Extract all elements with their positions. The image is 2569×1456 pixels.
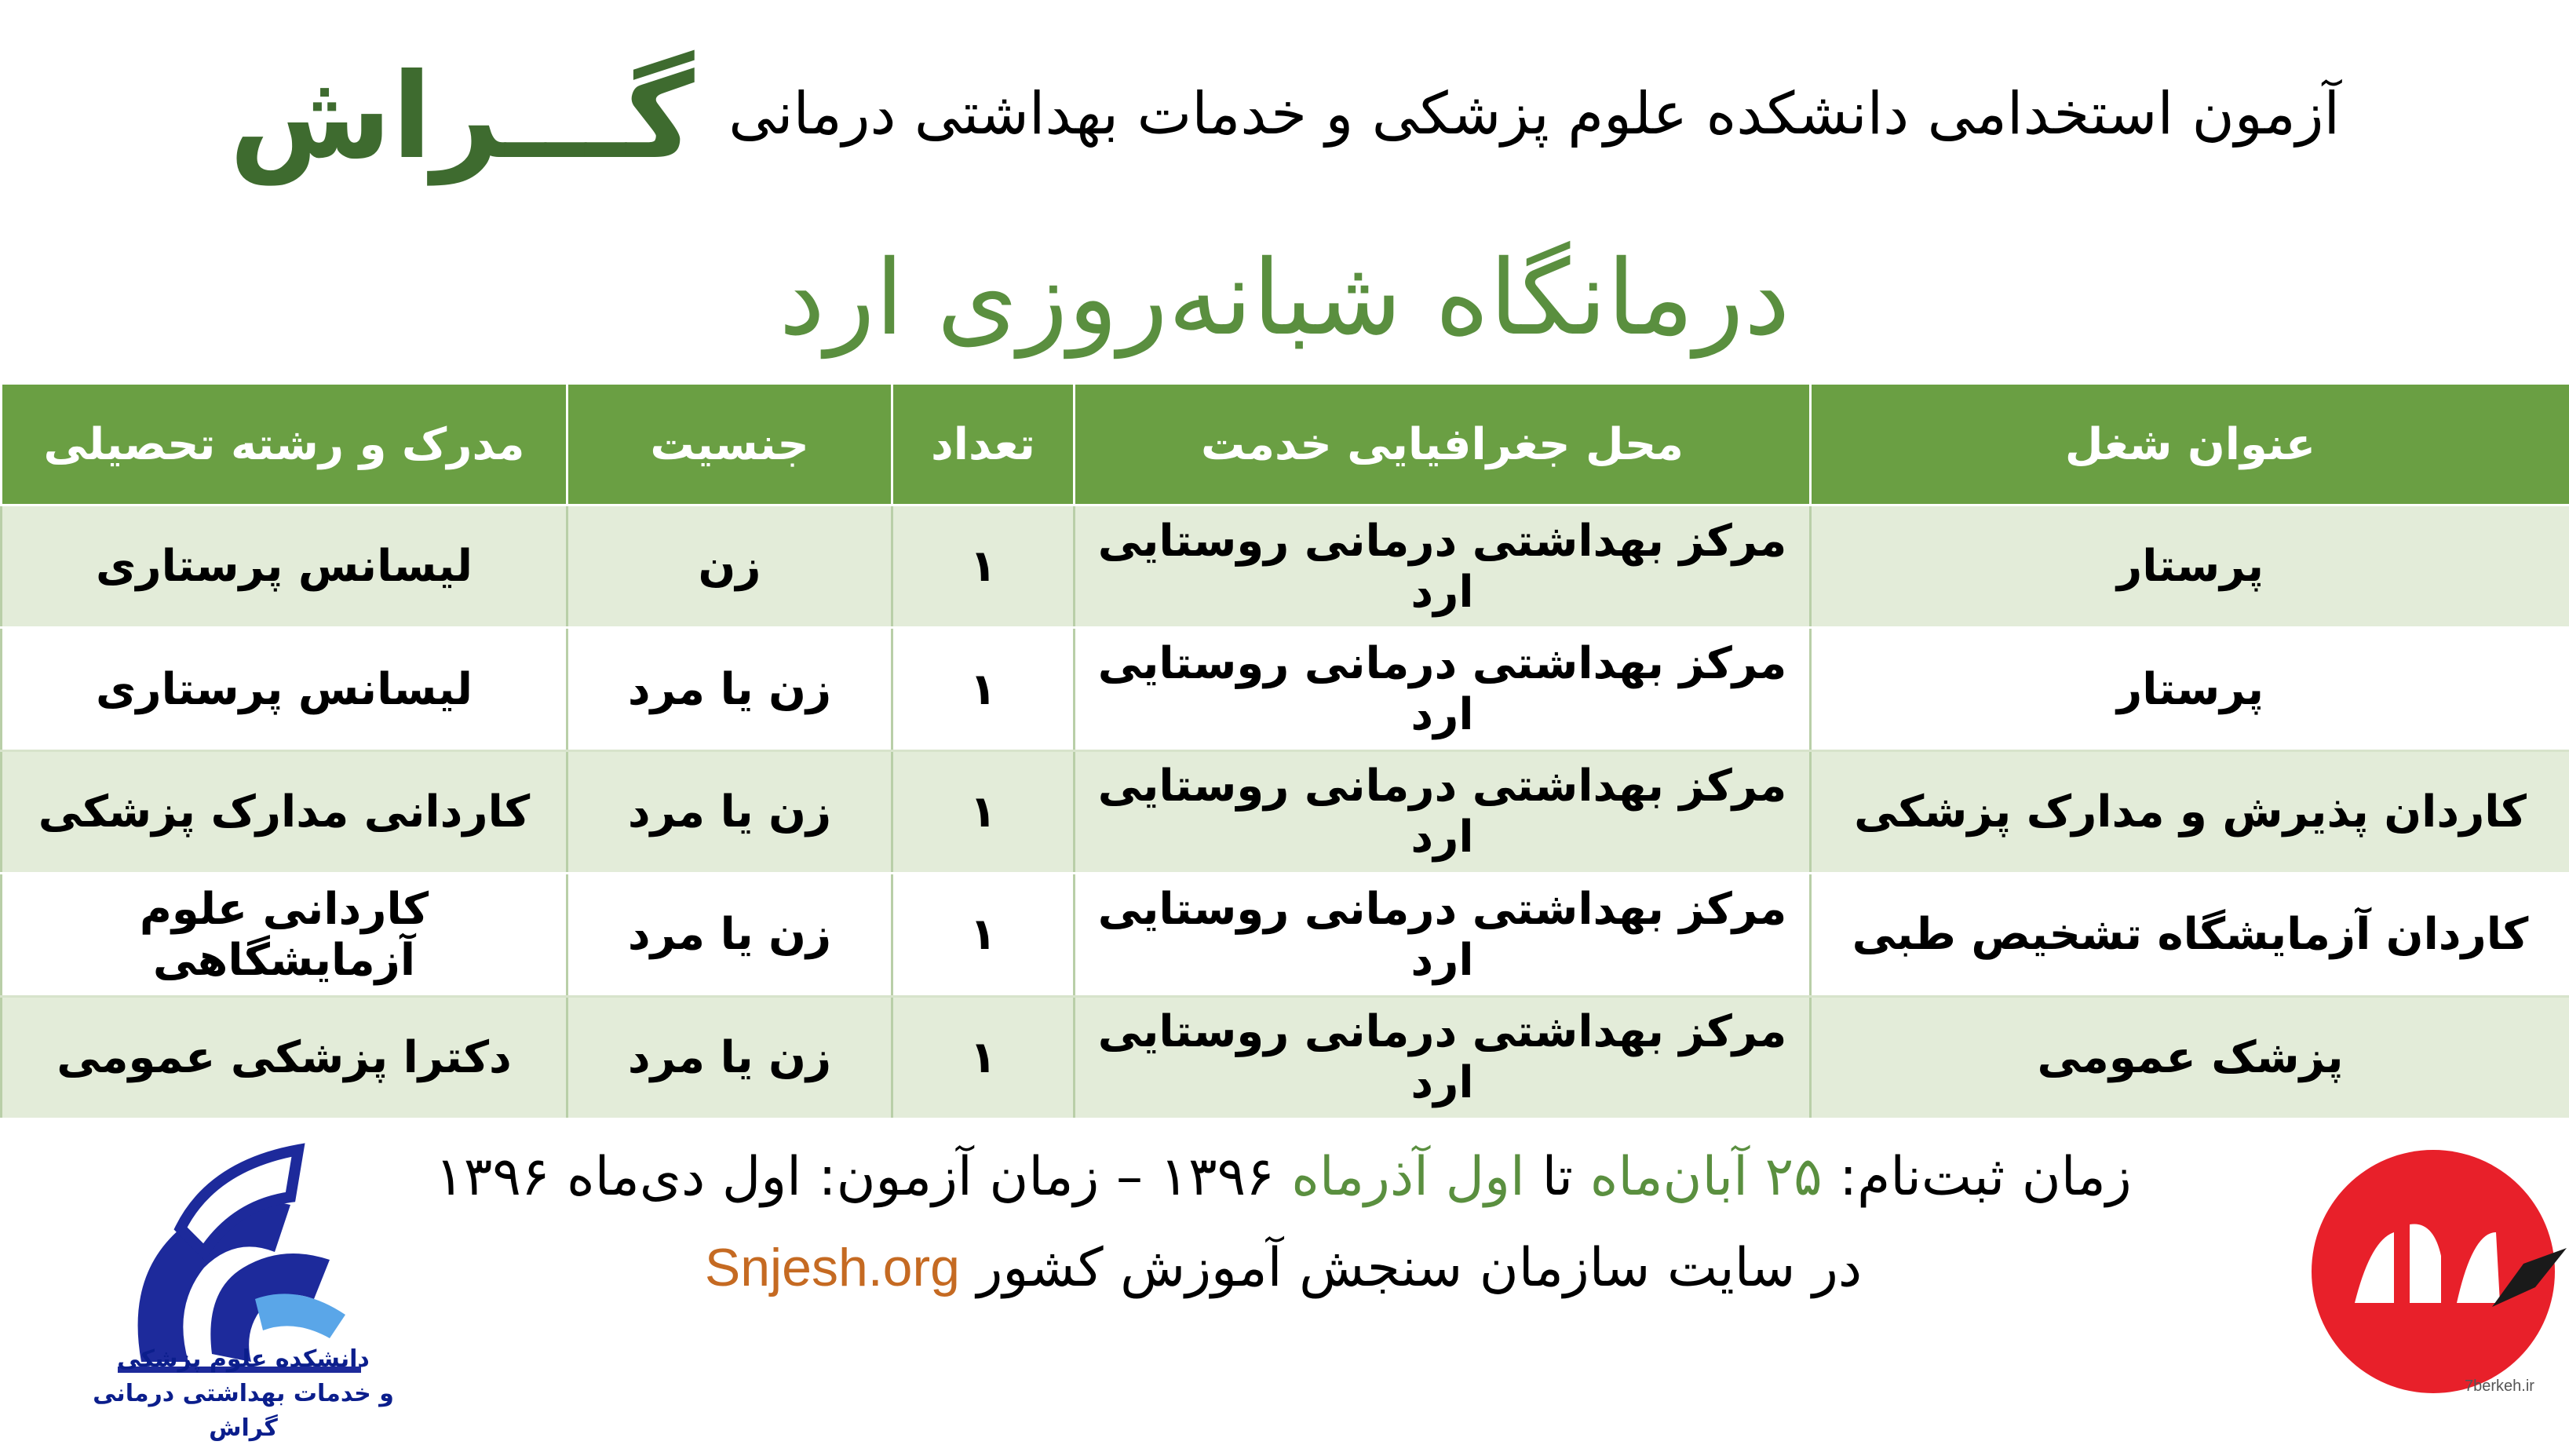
berkeh-caption: 7berkeh.ir bbox=[2465, 1378, 2534, 1395]
cell-degree: لیسانس پرستاری bbox=[2, 628, 567, 750]
cell-count: ۱ bbox=[892, 505, 1075, 628]
cell-gender: زن یا مرد bbox=[567, 874, 892, 996]
cell-degree: لیسانس پرستاری bbox=[2, 505, 567, 628]
cell-job: پزشک عمومی bbox=[1811, 996, 2569, 1118]
cell-count: ۱ bbox=[892, 628, 1075, 750]
cell-count: ۱ bbox=[892, 874, 1075, 996]
header-degree: مدرک و رشته تحصیلی bbox=[2, 384, 567, 505]
cell-job: پرستار bbox=[1811, 628, 2569, 750]
header-count: تعداد bbox=[892, 384, 1075, 505]
cell-job: کاردان پذیرش و مدارک پزشکی bbox=[1811, 750, 2569, 873]
registration-dates bbox=[377, 1134, 2190, 1221]
cell-degree: کاردانی مدارک پزشکی bbox=[2, 750, 567, 873]
cell-count: ۱ bbox=[892, 996, 1075, 1118]
cell-count: ۱ bbox=[892, 750, 1075, 873]
cell-location: مرکز بهداشتی درمانی روستایی ارد bbox=[1075, 996, 1811, 1118]
header-location: محل جغرافیایی خدمت bbox=[1075, 384, 1811, 505]
cell-location: مرکز بهداشتی درمانی روستایی ارد bbox=[1075, 874, 1811, 996]
site-link[interactable]: Snjesh.org bbox=[704, 1238, 960, 1297]
university-name-line1: دانشکده علوم پزشکی bbox=[117, 1345, 370, 1373]
cell-job: پرستار bbox=[1811, 505, 2569, 628]
table-row bbox=[2, 750, 2569, 873]
cell-gender: زن یا مرد bbox=[567, 628, 892, 750]
reg-to: تا bbox=[1542, 1146, 1574, 1208]
cell-degree: کاردانی علوم آزمایشگاهی bbox=[2, 874, 567, 996]
reg-year: ۱۳۹۶ – زمان آزمون: اول دی‌ماه ۱۳۹۶ bbox=[435, 1146, 1275, 1208]
table-header-row bbox=[2, 384, 2569, 505]
cell-degree: دکترا پزشکی عمومی bbox=[2, 996, 567, 1118]
cell-gender: زن یا مرد bbox=[567, 750, 892, 873]
cell-location: مرکز بهداشتی درمانی روستایی ارد bbox=[1075, 628, 1811, 750]
website-line bbox=[377, 1224, 2190, 1312]
brand-name: گـــراش bbox=[228, 49, 695, 186]
table-row bbox=[2, 996, 2569, 1118]
cell-location: مرکز بهداشتی درمانی روستایی ارد bbox=[1075, 750, 1811, 873]
jobs-table bbox=[0, 382, 2569, 1120]
reg-start: ۲۵ آبان‌ماه bbox=[1589, 1146, 1823, 1208]
site-text: در سایت سازمان سنجش آموزش کشور bbox=[976, 1237, 1863, 1299]
table-row bbox=[2, 874, 2569, 996]
berkeh-logo-icon bbox=[2308, 1146, 2567, 1405]
page-heading bbox=[0, 49, 2569, 186]
header-gender: جنسیت bbox=[567, 384, 892, 505]
university-name bbox=[78, 1342, 408, 1446]
table-row bbox=[2, 505, 2569, 628]
reg-prefix: زمان ثبت‌نام: bbox=[1839, 1146, 2132, 1208]
cell-gender: زن bbox=[567, 505, 892, 628]
clinic-title: درمانگاه شبانه‌روزی ارد bbox=[779, 238, 1790, 359]
cell-gender: زن یا مرد bbox=[567, 996, 892, 1118]
table-row bbox=[2, 628, 2569, 750]
reg-end: اول آذرماه bbox=[1291, 1146, 1525, 1208]
cell-location: مرکز بهداشتی درمانی روستایی ارد bbox=[1075, 505, 1811, 628]
header-job: عنوان شغل bbox=[1811, 384, 2569, 505]
university-name-line2: و خدمات بهداشتی درمانی گراش bbox=[93, 1380, 394, 1442]
heading-text: آزمون استخدامی دانشکده علوم پزشکی و خدمات بهداشتی درمانی bbox=[728, 80, 2341, 148]
cell-job: کاردان آزمایشگاه تشخیص طبی bbox=[1811, 874, 2569, 996]
